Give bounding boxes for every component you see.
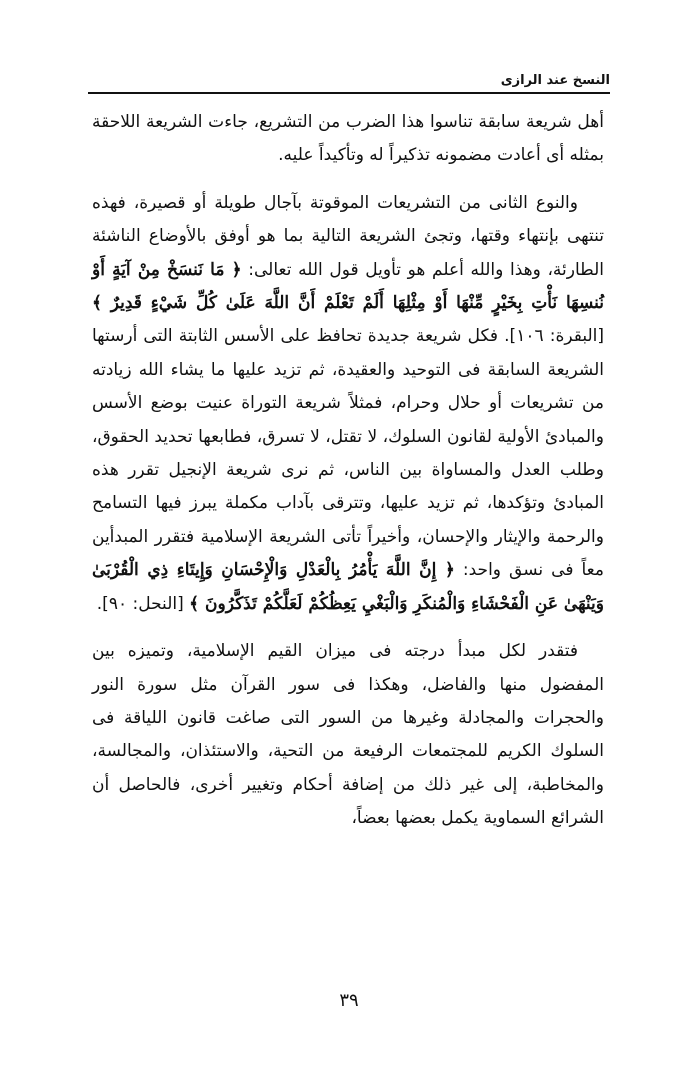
verse-citation-baqarah: [البقرة: ١٠٦]. bbox=[504, 326, 604, 347]
quran-verse-nahl: ﴿ إِنَّ اللَّهَ يَأْمُرُ بِالْعَدْلِ وَالْإِحْسَانِ وَإِيتَاءِ ذِي الْقُرْبَىٰ وَيَنْهَىٰ عَنِ الْفَحْشَاءِ وَالْمُنكَرِ وَالْبَغْيِ يَعِظُكُمْ لَعَلَّكُمْ تَذَكَّرُونَ ﴾ bbox=[92, 560, 604, 614]
paragraph-3 bbox=[92, 635, 604, 835]
running-header bbox=[88, 62, 610, 94]
paragraph-2 bbox=[92, 187, 604, 621]
paragraph-2-intro: والنوع الثانى من التشريعات الموقوتة بآجال طويلة أو قصيرة، فهذه تنتهى بإنتهاء وقتها، وتجئ الشريعة التالية بما هو أوفق بالأوضاع الناشئة الطارئة، وهذا والله أعلم هو تأويل قول الله تعالى: bbox=[92, 192, 605, 280]
quran-verse-baqarah: ﴿ مَا نَنسَخْ مِنْ آيَةٍ أَوْ نُنسِهَا نَأْتِ بِخَيْرٍ مِّنْهَا أَوْ مِثْلِهَا أَلَمْ تَعْلَمْ أَنَّ اللَّهَ عَلَىٰ كُلِّ شَيْءٍ قَدِيرٌ ﴾ bbox=[92, 259, 604, 314]
running-header-title: النسخ عند الرازى bbox=[500, 73, 610, 88]
paragraph-3-text: فتقدر لكل مبدأ درجته فى ميزان القيم الإسلامية، وتميزه بين المفضول منها والفاضل، وهكذا فى سور القرآن مثل سورة النور والحجرات والمجادلة وغيرها من السور التى صاغت قانون اللياقة فى السلوك الكريم للمجتمعات الرفيعة من التحية، والاستئذان، والمجالسة، والمخاطبة، إلى غير ذلك من إضافة أحكام وتغيير أخرى، فالحاصل أن الشرائع السماوية يكمل بعضها بعضاً، bbox=[92, 641, 604, 829]
verse-citation-nahl: [النحل: ٩٠]. bbox=[96, 593, 184, 614]
body-text bbox=[92, 106, 604, 836]
page-number: ٣٩ bbox=[339, 990, 359, 1011]
paragraph-2-middle: فكل شريعة جديدة تحافظ على الأسس الثابتة التى أرستها الشريعة السابقة فى التوحيد والعقيدة، ثم تزيد عليها ما يشاء الله زيادته من تشريعات أو حلال وحرام، فمثلاً شريعة التوراة عنيت بوضع الأسس والمبادئ الأولية لقانون السلوك، لا تقتل، لا تسرق، فطابعها تحديد الحقوق، وطلب العدل والمساواة بين الناس، ثم نرى شريعة الإنجيل تقرر هذه المبادئ وتؤكدها، ثم تزيد عليها، وتترقى بآداب مكملة يبرز فيها التسامح والرحمة والإيثار والإحسان، وأخيراً تأتى الشريعة الإسلامية فتقرر المبدأين معاً فى نسق واحد: bbox=[92, 326, 604, 581]
paragraph-1: أهل شريعة سابقة تناسوا هذا الضرب من التشريع، جاءت الشريعة اللاحقة بمثله أى أعادت مضمونه تذكيراً له وتأكيداً عليه. bbox=[92, 112, 604, 166]
